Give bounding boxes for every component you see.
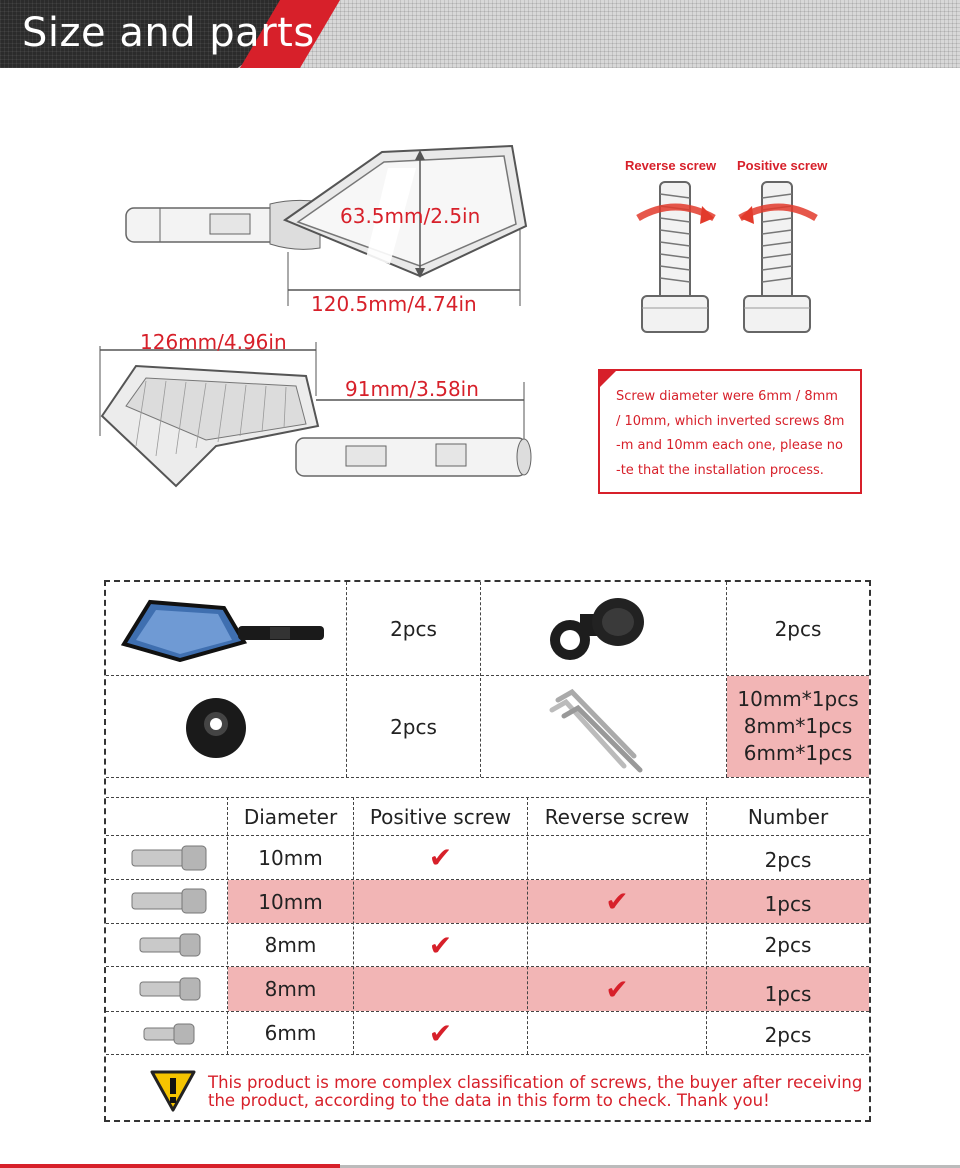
wrench-qty (727, 686, 869, 767)
positive-check-icon: ✔ (428, 928, 453, 962)
positive-check-icon: ✔ (428, 1016, 453, 1050)
note-corner-mark (600, 371, 616, 387)
dim-length-label: 126mm/4.96in (140, 330, 287, 354)
washer-qty: 2pcs (390, 714, 437, 739)
clamp-part-image (540, 594, 660, 666)
divider (106, 675, 869, 676)
dim-arm-label: 91mm/3.58in (345, 377, 479, 401)
parts-table (104, 580, 871, 1122)
warning-text (208, 1074, 868, 1110)
divider (106, 777, 869, 778)
note-line-2: / 10mm, which inverted screws 8m (616, 413, 845, 429)
screw-8mm-icon (138, 976, 202, 1002)
header-banner (0, 0, 960, 68)
mirror-qty: 2pcs (390, 616, 437, 641)
header-reverse: Reverse screw (544, 804, 690, 829)
positive-screw-label: Positive screw (737, 158, 828, 173)
mirror-part-image (120, 594, 330, 662)
note-line-1: Screw diameter were 6mm / 8mm (616, 389, 838, 404)
note-line-3: -m and 10mm each one, please no (616, 438, 843, 453)
screw-6mm-icon (142, 1022, 198, 1046)
page-title: Size and parts (22, 10, 315, 56)
header-positive: Positive screw (369, 804, 512, 829)
installation-note (598, 369, 862, 494)
hex-wrench-image (542, 686, 652, 776)
row-diameter: 10mm (258, 889, 323, 914)
row-number: 2pcs (764, 847, 812, 872)
row-diameter: 8mm (264, 933, 317, 957)
positive-check-icon: ✔ (428, 841, 453, 874)
warning-line-1: This product is more complex classification of screws, the buyer after receiving (208, 1073, 863, 1092)
header-number: Number (747, 804, 829, 829)
row-number: 2pcs (764, 933, 812, 957)
screw-10mm-icon (130, 887, 208, 915)
warning-line-2: the product, according to the data in this form to check. Thank you! (208, 1091, 770, 1110)
screw-8mm-icon (138, 932, 202, 958)
dim-width-label: 120.5mm/4.74in (311, 292, 477, 316)
note-line-4: -te that the installation process. (616, 462, 824, 478)
wrench-qty-8mm: 8mm*1pcs (743, 714, 853, 738)
row-diameter: 10mm (258, 845, 323, 870)
row-number: 2pcs (764, 1023, 812, 1047)
screw-10mm-icon (130, 844, 208, 872)
divider (106, 966, 869, 967)
wrench-qty-6mm: 6mm*1pcs (743, 741, 853, 765)
reverse-check-icon: ✔ (605, 885, 629, 918)
header-diameter: Diameter (243, 804, 338, 829)
row-diameter: 6mm (264, 1021, 317, 1045)
footer-stripe (0, 1164, 340, 1168)
warning-icon (148, 1068, 198, 1114)
divider (527, 797, 528, 1054)
row-number: 1pcs (764, 891, 812, 916)
reverse-screw-label: Reverse screw (625, 158, 717, 173)
dim-height-label: 63.5mm/2.5in (340, 204, 481, 228)
reverse-check-icon: ✔ (605, 972, 629, 1006)
washer-part-image (176, 688, 256, 768)
mirror-drawing-side (96, 336, 536, 516)
clamp-qty: 2pcs (774, 616, 822, 641)
row-diameter: 8mm (264, 977, 317, 1001)
wrench-qty-10mm: 10mm*1pcs (737, 687, 859, 711)
reverse-screw-icon (630, 178, 720, 338)
row-number: 1pcs (764, 982, 812, 1006)
divider (480, 582, 481, 777)
positive-screw-icon (736, 178, 826, 338)
